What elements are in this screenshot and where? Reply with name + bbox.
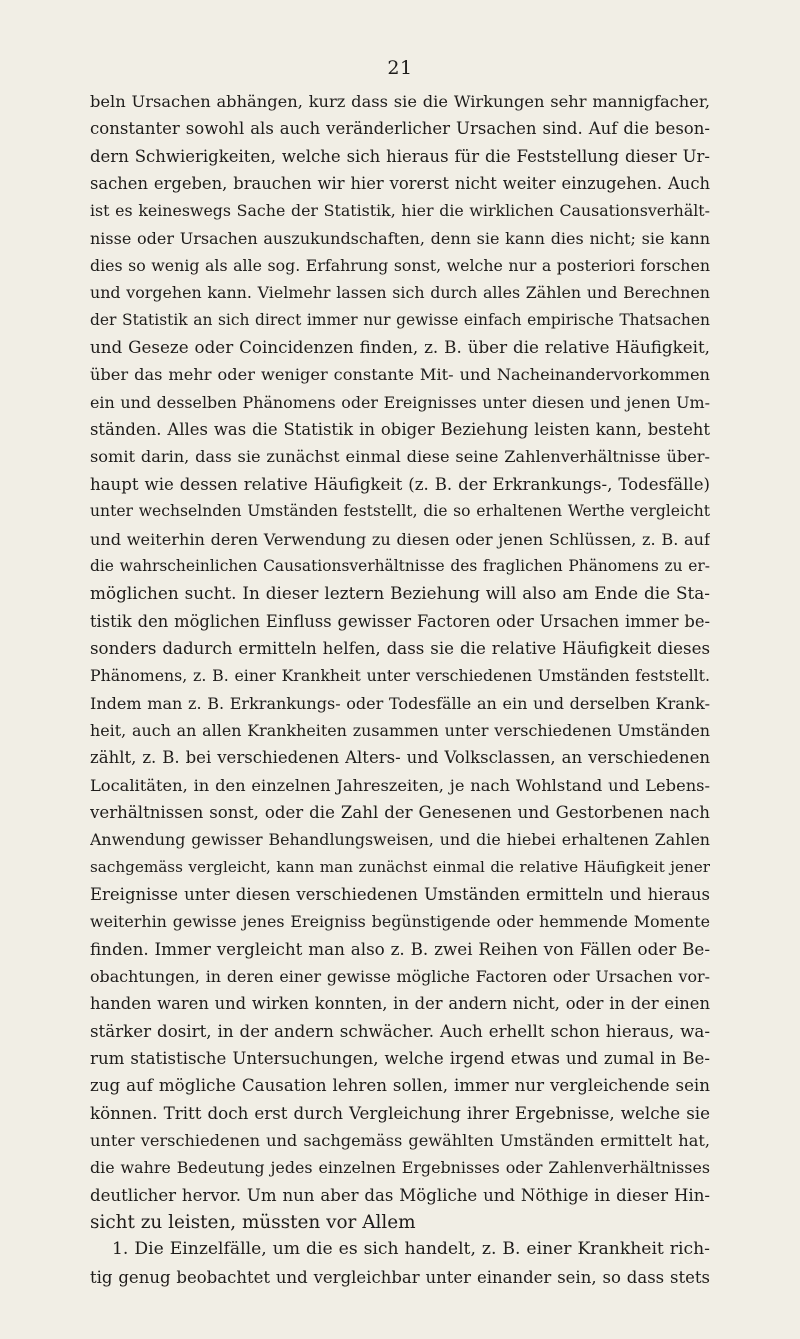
- text-line: somit darin, dass sie zunächst einmal diese seine Zahlenverhältnisse über-: [90, 447, 710, 467]
- text-line: Phänomens, z. B. einer Krankheit unter verschiedenen Umständen feststellt.: [90, 666, 710, 686]
- text-line: beln Ursachen abhängen, kurz dass sie die Wirkungen sehr mannigfacher,: [90, 92, 710, 111]
- body-text: [90, 88, 710, 1291]
- text-line: dern Schwierigkeiten, welche sich hieraus für die Feststellung dieser Ur-: [90, 146, 710, 166]
- text-line: deutlicher hervor. Um nun aber das Mögliche und Nöthige in dieser Hin-: [90, 1185, 710, 1205]
- text-line: über das mehr oder weniger constante Mit- und Nacheinandervorkommen: [90, 365, 710, 385]
- text-line: ein und desselben Phänomens oder Ereignisses unter diesen und jenen Um-: [90, 392, 710, 412]
- text-line: sachen ergeben, brauchen wir hier vorerst nicht weiter einzugehen. Auch: [90, 174, 710, 194]
- text-line: handen waren und wirken konnten, in der andern nicht, oder in der einen: [90, 994, 710, 1014]
- text-line: verhältnissen sonst, oder die Zahl der Genesenen und Gestorbenen nach: [90, 802, 710, 822]
- text-line: Anwendung gewisser Behandlungsweisen, und die hiebei erhaltenen Zahlen: [90, 830, 710, 850]
- text-line: constanter sowohl als auch veränderlicher Ursachen sind. Auf die beson-: [90, 119, 710, 139]
- text-line: Indem man z. B. Erkrankungs- oder Todesfälle an ein und derselben Krank-: [90, 693, 710, 713]
- text-line: nisse oder Ursachen auszukundschaften, denn sie kann dies nicht; sie kann: [90, 228, 710, 248]
- text-line: zählt, z. B. bei verschiedenen Alters- und Volksclassen, an verschiedenen: [90, 748, 710, 768]
- text-line: obachtungen, in deren einer gewisse mögliche Factoren oder Ursachen vor-: [90, 967, 710, 986]
- text-line: und weiterhin deren Verwendung zu diesen oder jenen Schlüssen, z. B. auf: [90, 529, 710, 549]
- text-line: sachgemäss vergleicht, kann man zunächst einmal die relative Häufigkeit jener: [90, 857, 710, 876]
- text-line: unter verschiedenen und sachgemäss gewählten Umständen ermittelt hat,: [90, 1131, 710, 1151]
- text-line: ist es keineswegs Sache der Statistik, hier die wirklichen Causationsverhält-: [90, 201, 710, 221]
- text-line: stärker dosirt, in der andern schwächer. Auch erhellt schon hieraus, wa-: [90, 1021, 710, 1041]
- text-line: der Statistik an sich direct immer nur gewisse einfach empirische Thatsachen: [90, 310, 710, 329]
- text-line: und Geseze oder Coincidenzen finden, z. B. über die relative Häufigkeit,: [90, 337, 710, 358]
- text-line: Ereignisse unter diesen verschiedenen Umständen ermitteln und hieraus: [90, 884, 710, 904]
- text-line: zug auf mögliche Causation lehren sollen, immer nur vergleichende sein: [90, 1076, 710, 1096]
- text-line: haupt wie dessen relative Häufigkeit (z. B. der Erkrankungs-, Todesfälle): [90, 474, 710, 494]
- text-line: ständen. Alles was die Statistik in obiger Beziehung leisten kann, besteht: [90, 420, 710, 440]
- text-line: heit, auch an allen Krankheiten zusammen unter verschiedenen Umständen: [90, 720, 710, 740]
- text-line: unter wechselnden Umständen feststellt, die so erhaltenen Werthe vergleicht: [90, 502, 710, 521]
- text-line: und vorgehen kann. Vielmehr lassen sich durch alles Zählen und Berechnen: [90, 283, 710, 303]
- text-line: die wahrscheinlichen Causationsverhältnisse des fraglichen Phänomens zu er-: [90, 556, 710, 575]
- text-line: die wahre Bedeutung jedes einzelnen Ergebnisses oder Zahlenverhältnisses: [90, 1158, 710, 1178]
- text-line: rum statistische Untersuchungen, welche irgend etwas und zumal in Be-: [90, 1049, 710, 1069]
- text-line: dies so wenig als alle sog. Erfahrung sonst, welche nur a posteriori forschen: [90, 256, 710, 276]
- text-line: sonders dadurch ermitteln helfen, dass sie die relative Häufigkeit dieses: [90, 638, 710, 658]
- text-line: sicht zu leisten, müssten vor Allem: [90, 1212, 416, 1234]
- text-line: möglichen sucht. In dieser leztern Beziehung will also am Ende die Sta-: [90, 583, 710, 604]
- text-line: tistik den möglichen Einfluss gewisser Factoren oder Ursachen immer be-: [90, 611, 710, 631]
- page-number: 21: [387, 57, 413, 79]
- text-line: Localitäten, in den einzelnen Jahreszeiten, je nach Wohlstand und Lebens-: [90, 775, 710, 795]
- text-line: weiterhin gewisse jenes Ereigniss begünstigende oder hemmende Momente: [90, 912, 710, 932]
- text-line: können. Tritt doch erst durch Vergleichung ihrer Ergebnisse, welche sie: [90, 1102, 710, 1123]
- list-item-line: 1. Die Einzelfälle, um die es sich handelt, z. B. einer Krankheit rich-: [112, 1239, 710, 1260]
- text-line: finden. Immer vergleicht man also z. B. zwei Reihen von Fällen oder Be-: [90, 938, 710, 959]
- text-line: tig genug beobachtet und vergleichbar unter einander sein, so dass stets: [90, 1267, 710, 1287]
